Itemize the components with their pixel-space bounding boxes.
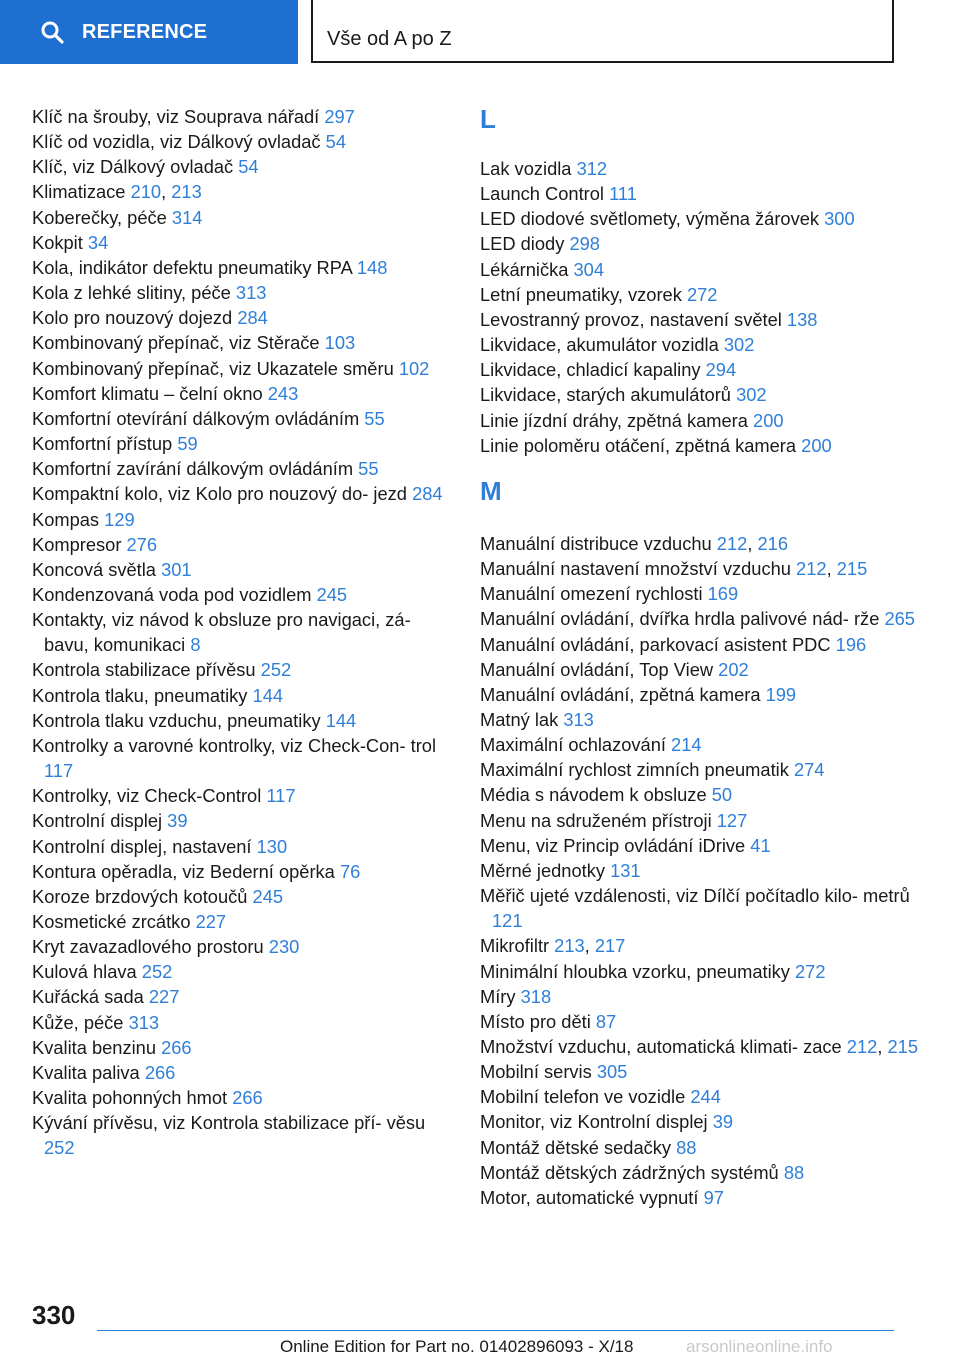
index-entry [32, 255, 452, 280]
entry-term: Kvalita pohonných hmot [32, 1087, 228, 1109]
index-entry [480, 1185, 920, 1210]
page-link[interactable]: 294 [705, 359, 737, 381]
index-entry [32, 1035, 452, 1060]
index-entry [480, 307, 920, 332]
entry-term: Linie poloměru otáčení, zpětná kamera [480, 434, 797, 456]
entry-term: Kůže, péče [32, 1011, 124, 1033]
page-link[interactable]: 210 [130, 181, 162, 203]
page-link[interactable]: 252 [44, 1137, 75, 1159]
entry-term: LED diody [480, 233, 565, 255]
page-link[interactable]: 305 [596, 1061, 628, 1083]
page-link[interactable]: 227 [195, 911, 227, 932]
page-link[interactable]: 87 [595, 1010, 617, 1032]
section-title-box [311, 0, 894, 63]
entry-term: Manuální ovládání, parkovací asistent PDC [480, 633, 831, 655]
entry-term: Kola z lehké slitiny, péče [32, 282, 231, 304]
entry-term: Lékárnička [480, 258, 569, 280]
page-link[interactable]: 144 [325, 709, 357, 731]
index-entry [32, 884, 452, 909]
page-link[interactable]: 304 [573, 258, 605, 280]
index-entry [480, 257, 920, 282]
section-title: Vše od A po Z [327, 28, 452, 50]
entry-term: Mobilní servis [480, 1061, 592, 1083]
entry-term: Kontrolky a varovné kontrolky, viz Check-Con‐ trol [32, 734, 437, 756]
footer-watermark: arsonlineonline.info [686, 1337, 833, 1356]
index-entry [32, 205, 452, 230]
page-link[interactable]: 215 [887, 1036, 918, 1057]
index-entry [480, 657, 920, 682]
index-entry [32, 834, 452, 859]
index-entry [32, 607, 452, 657]
page-link[interactable]: 284 [412, 483, 443, 505]
index-entry [32, 129, 452, 154]
entry-term: Minimální hloubka vzorku, pneumatiky [480, 960, 790, 982]
page-link[interactable]: 297 [324, 106, 355, 127]
entry-term: LED diodové světlomety, výměna žárovek [480, 208, 820, 230]
page-link[interactable]: 34 [87, 231, 109, 253]
page-link[interactable]: 274 [793, 759, 825, 781]
index-entry [480, 181, 920, 206]
page-link[interactable]: 138 [786, 308, 818, 330]
page-link[interactable]: 117 [266, 785, 296, 807]
page-link[interactable]: 265 [884, 608, 915, 630]
page-link[interactable]: 88 [676, 1136, 697, 1158]
page-link[interactable]: 50 [711, 784, 733, 806]
page-link[interactable]: 312 [576, 158, 608, 179]
page-link[interactable]: 102 [398, 357, 430, 379]
index-column-right [480, 104, 920, 1210]
entry-term: Manuální ovládání, Top View [480, 658, 714, 680]
entry-term: Kryt zavazadlového prostoru [32, 936, 264, 958]
entry-term: Manuální ovládání, dvířka hrdla palivové nád‐ rže [480, 608, 880, 630]
entry-term: Mobilní telefon ve vozidle [480, 1086, 686, 1108]
page-link[interactable]: 302 [723, 334, 755, 356]
page-link[interactable]: 200 [753, 409, 784, 431]
index-entry [32, 984, 452, 1009]
entry-term: Maximální rychlost zimních pneumatik [480, 759, 789, 781]
entry-term: Místo pro děti [480, 1010, 591, 1032]
index-entry [480, 732, 920, 757]
page-link[interactable]: 148 [356, 256, 388, 278]
index-entry [480, 433, 920, 458]
entry-term: Launch Control [480, 183, 604, 205]
index-entry [480, 833, 920, 858]
entry-term: Letní pneumatiky, vzorek [480, 283, 682, 305]
page-link[interactable]: 272 [795, 960, 826, 982]
page-link[interactable]: 130 [256, 835, 288, 857]
page-link[interactable]: 55 [364, 407, 385, 429]
search-icon [40, 20, 64, 44]
entry-term: Koroze brzdových kotoučů [32, 885, 248, 907]
index-entry: Množství vzduchu, automatická klimati‐ zace 212, 215 [480, 1036, 918, 1057]
entry-term: Komfortní přístup [32, 433, 173, 455]
reference-tab-label: REFERENCE [82, 20, 208, 43]
page-link[interactable]: 302 [736, 384, 767, 406]
entry-term: Koncová světla [32, 558, 156, 580]
entry-term: Koberečky, péče [32, 206, 167, 228]
page-link[interactable]: 117 [44, 760, 74, 782]
index-entry [32, 280, 452, 305]
index-entry [480, 883, 920, 933]
page-link[interactable]: 199 [765, 683, 797, 705]
index-entry [480, 382, 920, 407]
index-entry: Manuální distribuce vzduchu 212, 216 [480, 532, 788, 554]
entry-term: Kokpit [32, 231, 83, 253]
index-entry [480, 682, 920, 707]
index-entry [480, 581, 920, 606]
page-link[interactable]: 212 [716, 532, 748, 554]
index-entry [480, 357, 920, 382]
index-entry [32, 381, 452, 406]
page-number: 330 [32, 1300, 76, 1330]
page-link[interactable]: 252 [260, 659, 292, 681]
entry-term: Měrné jednotky [480, 859, 605, 881]
entry-term: Levostranný provoz, nastavení světel [480, 308, 782, 330]
page-link[interactable]: 129 [104, 508, 135, 530]
index-entry [32, 330, 452, 355]
entry-term: Mikrofiltr [480, 935, 550, 957]
entry-term: Kontrolky, viz Check-Control [32, 785, 262, 807]
page-link[interactable]: 54 [238, 156, 259, 178]
index-entry [32, 708, 452, 733]
entry-term: Likvidace, chladicí kapaliny [480, 359, 701, 381]
index-entry [480, 782, 920, 807]
page-link[interactable]: 266 [144, 1061, 176, 1083]
entry-term: Likvidace, starých akumulátorů [480, 384, 731, 406]
entry-term: Linie jízdní dráhy, zpětná kamera [480, 409, 748, 431]
page-link[interactable]: 245 [316, 583, 348, 605]
page-link[interactable]: 243 [267, 382, 299, 404]
page-link[interactable]: 318 [520, 985, 552, 1007]
entry-term: Manuální distribuce vzduchu [480, 532, 712, 554]
page-link[interactable]: 196 [835, 633, 867, 655]
entry-term: Likvidace, akumulátor vozidla [480, 334, 719, 356]
section-letter-l: L [480, 104, 496, 134]
index-column-left [32, 104, 452, 1161]
index-entry [480, 206, 920, 231]
page-link[interactable]: 131 [610, 859, 641, 881]
entry-term: Kuřácká sada [32, 986, 144, 1008]
entry-term: Manuální omezení rychlosti [480, 583, 703, 605]
page-link[interactable]: 8 [190, 634, 201, 656]
entry-term: Menu na sdruženém přístroji [480, 809, 712, 831]
entry-term: Manuální nastavení množství vzduchu [480, 558, 791, 580]
index-entry [480, 156, 920, 181]
index-entry: Manuální nastavení množství vzduchu 212, 215 [480, 558, 868, 580]
entry-term: Kondenzovaná voda pod vozidlem [32, 583, 312, 605]
entry-term: Montáž dětské sedačky [480, 1136, 672, 1158]
page-link[interactable]: 230 [268, 936, 300, 958]
page-link[interactable]: 59 [177, 433, 198, 455]
entry-term: Kombinovaný přepínač, viz Stěrače [32, 332, 320, 354]
entry-term: Manuální ovládání, zpětná kamera [480, 683, 761, 705]
reference-tab[interactable] [0, 0, 298, 64]
page-link[interactable]: 212 [796, 558, 827, 580]
page-link[interactable]: 313 [128, 1011, 160, 1033]
index-entry [32, 356, 452, 381]
entry-term: Míry [480, 985, 516, 1007]
index-entry [480, 1009, 920, 1034]
index-entry [480, 707, 920, 732]
entry-term: Klimatizace [32, 181, 126, 203]
page-link[interactable]: 266 [161, 1036, 192, 1058]
index-entry [32, 657, 452, 682]
page-link[interactable]: 202 [718, 658, 749, 680]
index-entry [480, 959, 920, 984]
index-entry: Klimatizace 210, 213 [32, 181, 202, 203]
index-entry [32, 1010, 452, 1035]
entry-term: Měřič ujeté vzdálenosti, viz Dílčí počítadlo kilo‐ metrů [480, 885, 910, 907]
entry-term: Kontrola tlaku, pneumatiky [32, 684, 248, 706]
index-entry [480, 757, 920, 782]
page-link[interactable]: 216 [757, 532, 788, 554]
page-link[interactable]: 55 [358, 458, 379, 480]
page-link[interactable]: 212 [846, 1036, 878, 1057]
entry-term: Kontrola stabilizace přívěsu [32, 659, 256, 681]
index-entry [32, 959, 452, 984]
section-letter-m: M [480, 475, 502, 506]
entry-term: Menu, viz Princip ovládání iDrive [480, 834, 746, 856]
page-link[interactable]: 169 [707, 583, 739, 605]
page-link[interactable]: 244 [690, 1086, 721, 1108]
index-entry [32, 406, 452, 431]
entry-term: Klíč od vozidla, viz Dálkový ovladač [32, 131, 321, 153]
entry-term: Kompas [32, 508, 100, 530]
entry-term: Kompresor [32, 533, 122, 555]
page-link[interactable]: 121 [492, 910, 523, 932]
page-link[interactable]: 88 [783, 1161, 805, 1183]
footer-divider [97, 1330, 894, 1331]
index-entry [480, 231, 920, 256]
page-link[interactable]: 127 [716, 809, 748, 831]
page-link[interactable]: 217 [594, 935, 626, 957]
index-entry [32, 431, 452, 456]
entry-term: Kontrolní displej, nastavení [32, 835, 252, 857]
entry-term: Kolo pro nouzový dojezd [32, 307, 233, 329]
page-link[interactable]: 213 [171, 181, 202, 203]
entry-term: Kontakty, viz návod k obsluze pro navigaci, zá‐ bavu, komunikaci [32, 609, 411, 656]
page-link[interactable]: 314 [171, 206, 203, 228]
index-entry [480, 632, 920, 657]
entry-term: Komfort klimatu – čelní okno [32, 382, 263, 404]
page-link[interactable]: 76 [339, 860, 361, 882]
page-link[interactable]: 215 [836, 558, 868, 580]
entry-term: Motor, automatické vypnutí [480, 1186, 699, 1208]
page-link[interactable]: 284 [237, 307, 268, 329]
page-link[interactable]: 313 [235, 282, 267, 304]
page-link[interactable]: 111 [609, 183, 637, 205]
index-entry [32, 456, 452, 481]
page-link[interactable]: 39 [167, 810, 188, 832]
index-entry [32, 1060, 452, 1085]
index-entry [32, 481, 452, 506]
page-link[interactable]: 298 [569, 233, 600, 255]
page-link[interactable]: 276 [126, 533, 158, 555]
page-link[interactable]: 266 [232, 1087, 263, 1109]
section-l-list [480, 156, 920, 458]
page-link[interactable]: 313 [563, 708, 594, 730]
index-entry [480, 808, 920, 833]
index-entry [32, 154, 452, 179]
entry-term: Klíč na šrouby, viz Souprava nářadí [32, 106, 320, 127]
index-entry [480, 606, 920, 631]
entry-term: Kola, indikátor defektu pneumatiky RPA [32, 256, 352, 278]
page-link[interactable]: 227 [148, 986, 180, 1008]
entry-term: Kontrola tlaku vzduchu, pneumatiky [32, 709, 321, 731]
index-entry [480, 1109, 920, 1134]
page-link[interactable]: 41 [750, 834, 771, 856]
entry-term: Kulová hlava [32, 961, 137, 983]
entry-term: Monitor, viz Kontrolní displej [480, 1111, 708, 1133]
footer-edition: Online Edition for Part no. 01402896093 - X/18 [280, 1337, 634, 1356]
page-link[interactable]: 200 [801, 434, 832, 456]
index-entry [32, 557, 452, 582]
entry-term: Komfortní otevírání dálkovým ovládáním [32, 407, 360, 429]
index-entry [32, 859, 452, 884]
entry-term: Kontura opěradla, viz Bederní opěrka [32, 860, 335, 882]
index-entry [32, 934, 452, 959]
entry-term: Množství vzduchu, automatická klimati‐ zace [480, 1036, 842, 1057]
index-entry [480, 1160, 920, 1185]
page-link[interactable]: 214 [671, 734, 702, 756]
entry-term: Kvalita benzinu [32, 1036, 156, 1058]
index-entry [32, 104, 452, 129]
entry-term: Montáž dětských zádržných systémů [480, 1161, 779, 1183]
entry-term: Klíč, viz Dálkový ovladač [32, 156, 234, 178]
page-link[interactable]: 97 [703, 1186, 724, 1208]
index-entry [480, 858, 920, 883]
index-entry [32, 1085, 452, 1110]
entry-term: Komfortní zavírání dálkovým ovládáním [32, 458, 354, 480]
index-entry [480, 408, 920, 433]
index-entry [480, 1135, 920, 1160]
index-entry [32, 909, 452, 934]
index-entry [32, 1110, 452, 1160]
index-entry [480, 332, 920, 357]
entry-term: Maximální ochlazování [480, 734, 666, 756]
entry-term: Matný lak [480, 708, 559, 730]
index-entry [32, 808, 452, 833]
entry-term: Kompaktní kolo, viz Kolo pro nouzový do‐ jezd [32, 483, 407, 505]
page-link[interactable]: 252 [141, 961, 173, 983]
index-entry [32, 783, 452, 808]
page-link[interactable]: 54 [325, 131, 347, 153]
page-link[interactable]: 300 [824, 208, 855, 230]
index-entry [32, 230, 452, 255]
index-entry [32, 532, 452, 557]
index-entry [32, 733, 452, 783]
page-link[interactable]: 103 [324, 332, 356, 354]
entry-term: Média s návodem k obsluze [480, 784, 707, 806]
page-link[interactable]: 39 [712, 1111, 734, 1133]
index-entry [32, 582, 452, 607]
page-link[interactable]: 301 [161, 558, 192, 580]
entry-term: Kvalita paliva [32, 1061, 140, 1083]
entry-term: Kombinovaný přepínač, viz Ukazatele směru [32, 357, 394, 379]
entry-term: Kosmetické zrcátko [32, 911, 191, 932]
entry-term: Kontrolní displej [32, 810, 163, 832]
index-entry [480, 1084, 920, 1109]
entry-term: Kývání přívěsu, viz Kontrola stabilizace pří‐ věsu [32, 1112, 426, 1134]
index-entry [480, 984, 920, 1009]
page-link[interactable]: 272 [686, 283, 718, 305]
index-entry [480, 1059, 920, 1084]
entry-term: Lak vozidla [480, 158, 572, 179]
index-entry [32, 683, 452, 708]
page-link[interactable]: 245 [252, 885, 284, 907]
index-entry [32, 305, 452, 330]
section-m-list [480, 531, 920, 1210]
index-entry: Mikrofiltr 213, 217 [480, 935, 626, 957]
index-entry [480, 282, 920, 307]
index-entry [32, 507, 452, 532]
page-link[interactable]: 144 [252, 684, 284, 706]
page-link[interactable]: 213 [554, 935, 585, 957]
